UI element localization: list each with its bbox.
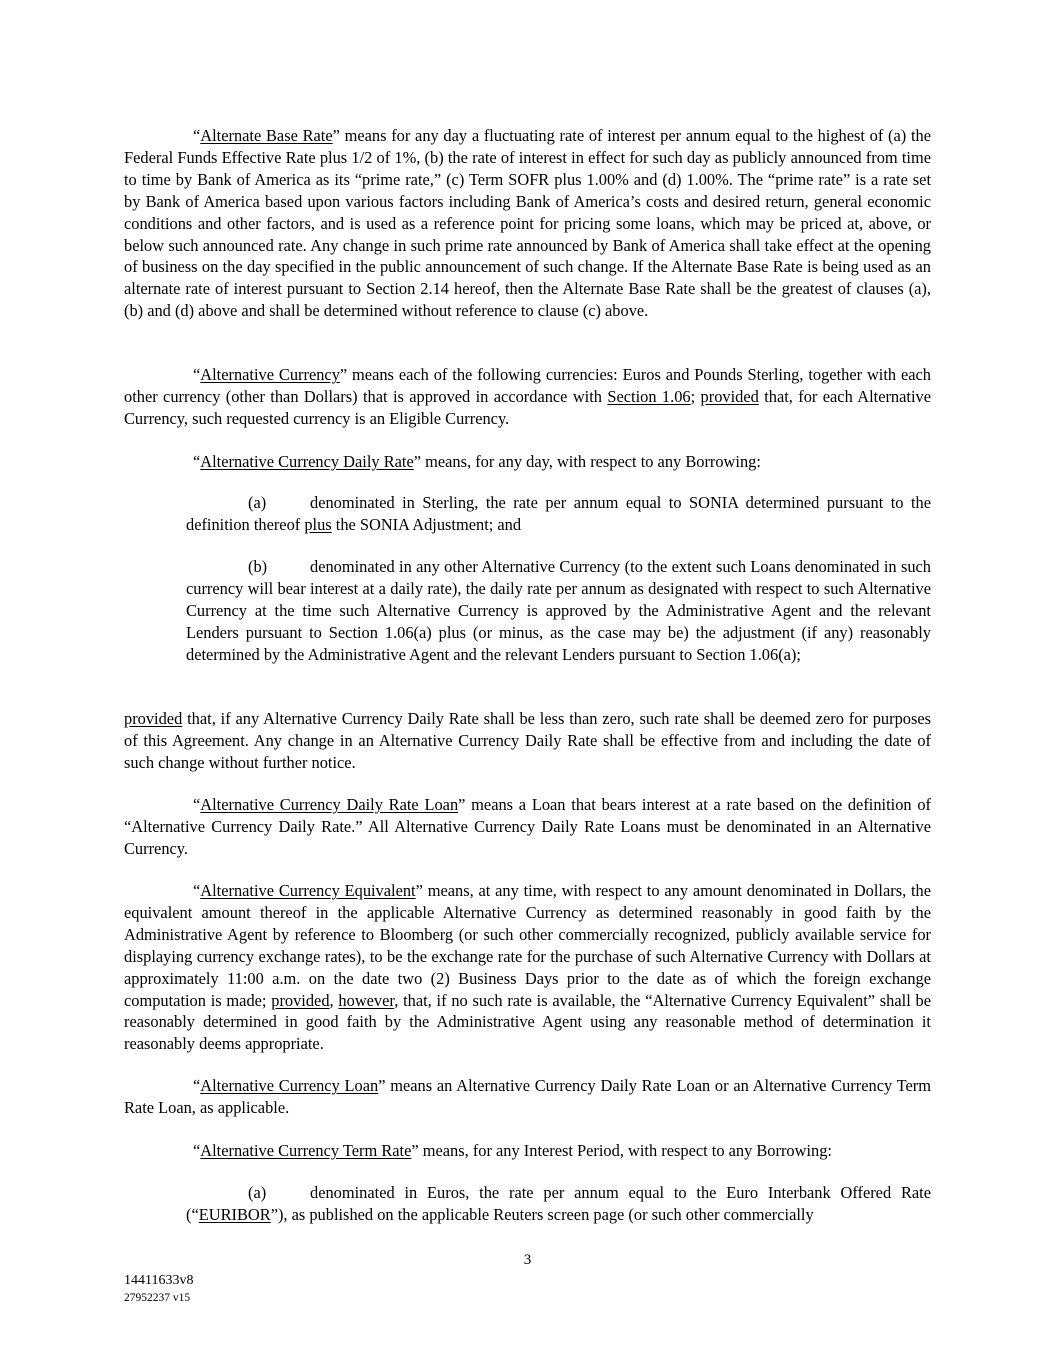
provided-term: provided xyxy=(271,990,330,1010)
provided-term: provided xyxy=(700,386,759,406)
however-term: however xyxy=(338,990,395,1010)
definition-currency-loan: “Alternative Currency Loan” means an Alternative Currency Daily Rate Loan or an Alternative Currency Term Rate Loan, as applicable. xyxy=(124,1076,931,1117)
defined-term: Alternative Currency Daily Rate Loan xyxy=(200,795,459,814)
definition-currency-term-rate: “Alternative Currency Term Rate” means, for any Interest Period, with respect to any Borrowing: xyxy=(193,1141,832,1160)
definition-alternative-currency-daily-rate: “Alternative Currency Daily Rate” means, for any day, with respect to any Borrowing: xyxy=(193,452,761,471)
defined-term: Alternative Currency xyxy=(200,365,340,384)
clause-label: (a) xyxy=(248,1183,267,1202)
clause-label: (a) xyxy=(248,493,267,512)
plus-term: plus xyxy=(304,514,332,534)
clause-b-other-currency: (b) denominated in any other Alternative Currency (to the extent such Loans denominated in such currency will bear interest at a daily rate), the daily rate per annum as designated with respect to such Alternative Currency at the time such Alternative Currency is approved by the Administrative Agent and the relevant Lenders pursuant to Section 1.06(a) plus (or minus, as the case may be) the adjustment (if any) reasonably determined by the Administrative Agent and the relevant Lenders pursuant to Section 1.06(a); xyxy=(186,557,931,664)
defined-term: Alternative Currency Loan xyxy=(200,1076,379,1095)
clause-a-euros: (a) denominated in Euros, the rate per annum equal to the Euro Interbank Offered Rate (“EURIBOR”), as published on the applicable Reuters screen page (or such other commercially xyxy=(186,1183,931,1224)
provided-term: provided xyxy=(124,709,183,728)
defined-term: Alternate Base Rate xyxy=(200,126,333,145)
defined-term: Alternative Currency Daily Rate xyxy=(200,452,414,471)
definition-alternative-currency: “Alternative Currency” means each of the following currencies: Euros and Pounds Sterling, together with each other currency (other than Dollars) that is approved in accordance with Section 1.06; provided that, for each Alternative Currency, such requested currency is an Eligible Currency. xyxy=(124,365,931,428)
defined-term: Alternative Currency Term Rate xyxy=(200,1141,412,1160)
section-reference: Section 1.06 xyxy=(607,386,691,406)
document-id-primary: 14411633v8 xyxy=(124,1273,194,1288)
defined-term: Alternative Currency Equivalent xyxy=(200,881,416,900)
euribor-term: EURIBOR xyxy=(198,1204,271,1224)
clause-a-sterling: (a) denominated in Sterling, the rate per annum equal to SONIA determined pursuant to the definition thereof plus the SONIA Adjustment; and xyxy=(186,493,931,534)
definition-daily-rate-loan: “Alternative Currency Daily Rate Loan” means a Loan that bears interest at a rate based on the definition of “Alternative Currency Daily Rate.” All Alternative Currency Daily Rate Loans must be denominated in an Alternative Currency. xyxy=(124,795,931,858)
definition-currency-equivalent: “Alternative Currency Equivalent” means, at any time, with respect to any amount denominated in Dollars, the equivalent amount thereof in the applicable Alternative Currency as determined reasonably in good faith by the Administrative Agent by reference to Bloomberg (or such other commercially recognized, publicly available service for displaying currency exchange rates), to be the exchange rate for the purchase of such Alternative Currency with Dollars at approximately 11:00 a.m. on the date two (2) Business Days prior to the date as of which the foreign exchange computation is made; provided, however, that, if no such rate is available, the “Alternative Currency Equivalent” shall be reasonably determined in good faith by the Administrative Agent using any reasonable method of determination it reasonably deems appropriate. xyxy=(124,881,932,1054)
document-id-secondary: 27952237 v15 xyxy=(124,1292,191,1304)
page-number: 3 xyxy=(523,1252,532,1268)
definition-alternate-base-rate: “Alternate Base Rate” means for any day a fluctuating rate of interest per annum equal to the highest of (a) the Federal Funds Effective Rate plus 1/2 of 1%, (b) the rate of interest in effect for such day as publicly announced from time to time by Bank of America as its “prime rate,” (c) Term SOFR plus 1.00% and (d) 1.00%. The “prime rate” is a rate set by Bank of America based upon various factors including Bank of America’s costs and desired return, general economic conditions and other factors, and is used as a reference point for pricing some loans, which may be priced at, above, or below such announced rate. Any change in such prime rate announced by Bank of America shall take effect at the opening of business on the day specified in the public announcement of such change. If the Alternate Base Rate is being used as an alternate rate of interest pursuant to Section 2.14 hereof, then the Alternate Base Rate shall be the greatest of clauses (a), (b) and (d) above and shall be determined without reference to clause (c) above. xyxy=(124,126,931,321)
clause-label: (b) xyxy=(248,557,268,576)
proviso-daily-rate: provided that, if any Alternative Currency Daily Rate shall be less than zero, such rate shall be deemed zero for purposes of this Agreement. Any change in an Alternative Currency Daily Rate shall be effective from and including the date of such change without further notice. xyxy=(124,709,931,772)
